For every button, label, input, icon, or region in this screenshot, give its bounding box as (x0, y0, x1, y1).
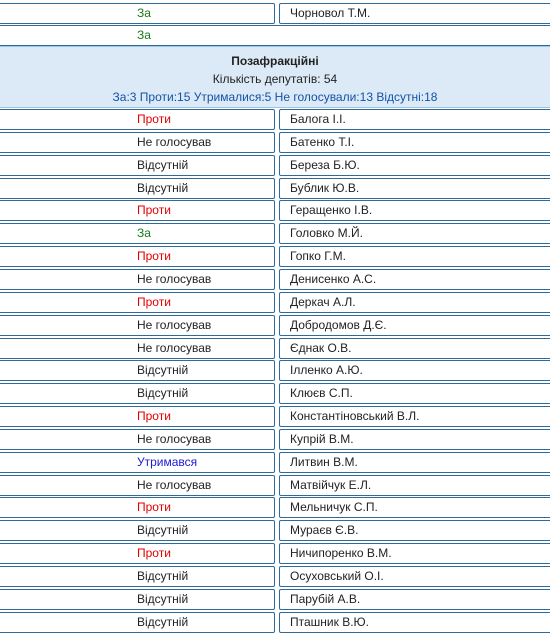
deputy-name-cell: Мельничук С.П. (279, 497, 550, 518)
vote-cell: За (0, 25, 550, 46)
vote-row (0, 360, 550, 381)
deputy-name-cell: Головко М.Й. (279, 223, 550, 244)
vote-row (0, 178, 550, 199)
deputy-name-cell: Чорновол Т.М. (279, 3, 550, 24)
vote-cell: Відсутній (0, 383, 275, 404)
vote-row (0, 383, 550, 404)
vote-cell: Не голосував (0, 132, 275, 153)
vote-row (0, 25, 550, 46)
vote-row (0, 338, 550, 359)
vote-cell: Відсутній (0, 589, 275, 610)
vote-row (0, 497, 550, 518)
vote-row (0, 452, 550, 473)
vote-cell: Проти (0, 109, 275, 130)
deputy-name-cell: Денисенко А.С. (279, 269, 550, 290)
vote-cell: Проти (0, 406, 275, 427)
deputy-name-cell: Мураєв Є.В. (279, 520, 550, 541)
vote-row (0, 475, 550, 496)
deputy-name-cell: Балога І.І. (279, 109, 550, 130)
vote-row (0, 612, 550, 633)
faction-group-header (0, 46, 550, 108)
vote-row (0, 269, 550, 290)
vote-row (0, 223, 550, 244)
vote-row (0, 109, 550, 130)
deputy-name-cell: Матвійчук Е.Л. (279, 475, 550, 496)
vote-cell: За (0, 223, 275, 244)
vote-row (0, 566, 550, 587)
deputy-name-cell: Константіновський В.Л. (279, 406, 550, 427)
vote-cell: Проти (0, 292, 275, 313)
vote-cell: За (0, 3, 275, 24)
deputy-count: Кількість депутатів: 54 (212, 72, 338, 86)
deputy-name-cell: Клюєв С.П. (279, 383, 550, 404)
vote-row (0, 3, 550, 24)
vote-cell: Проти (0, 497, 275, 518)
deputy-name-cell: Литвин В.М. (279, 452, 550, 473)
vote-cell: Відсутній (0, 155, 275, 176)
vote-row (0, 246, 550, 267)
vote-cell: Не голосував (0, 269, 275, 290)
vote-cell: Відсутній (0, 520, 275, 541)
deputy-name-cell: Парубій А.В. (279, 589, 550, 610)
vote-row (0, 520, 550, 541)
deputy-name-cell: Геращенко І.В. (279, 200, 550, 221)
vote-cell: Не голосував (0, 429, 275, 450)
deputy-name-cell: Гопко Г.М. (279, 246, 550, 267)
vote-row (0, 315, 550, 336)
deputy-name-cell: Деркач А.Л. (279, 292, 550, 313)
vote-summary: За:3 Проти:15 Утрималися:5 Не голосували:13 Відсутні:18 (112, 90, 438, 104)
deputy-name-cell: Пташник В.Ю. (279, 612, 550, 633)
vote-row (0, 429, 550, 450)
vote-cell: Відсутній (0, 612, 275, 633)
vote-cell: Не голосував (0, 475, 275, 496)
vote-cell: Відсутній (0, 566, 275, 587)
deputy-name-cell: Бублик Ю.В. (279, 178, 550, 199)
vote-row (0, 292, 550, 313)
vote-cell: Відсутній (0, 178, 275, 199)
vote-row (0, 589, 550, 610)
deputy-name-cell: Ілленко А.Ю. (279, 360, 550, 381)
vote-cell: Не голосував (0, 315, 275, 336)
vote-cell: Утримався (0, 452, 275, 473)
deputy-name-cell: Єднак О.В. (279, 338, 550, 359)
faction-title: Позафракційні (231, 54, 319, 68)
vote-row (0, 200, 550, 221)
deputy-name-cell: Батенко Т.І. (279, 132, 550, 153)
vote-row (0, 132, 550, 153)
vote-cell: Не голосував (0, 338, 275, 359)
vote-cell: Відсутній (0, 360, 275, 381)
vote-cell: Проти (0, 246, 275, 267)
vote-row (0, 406, 550, 427)
vote-row (0, 155, 550, 176)
deputy-name-cell: Добродомов Д.Є. (279, 315, 550, 336)
vote-cell: Проти (0, 543, 275, 564)
vote-row (0, 543, 550, 564)
vote-cell: Проти (0, 200, 275, 221)
deputy-name-cell: Купрій В.М. (279, 429, 550, 450)
deputy-name-cell: Ничипоренко В.М. (279, 543, 550, 564)
deputy-name-cell: Береза Б.Ю. (279, 155, 550, 176)
deputy-name-cell: Осуховський О.І. (279, 566, 550, 587)
